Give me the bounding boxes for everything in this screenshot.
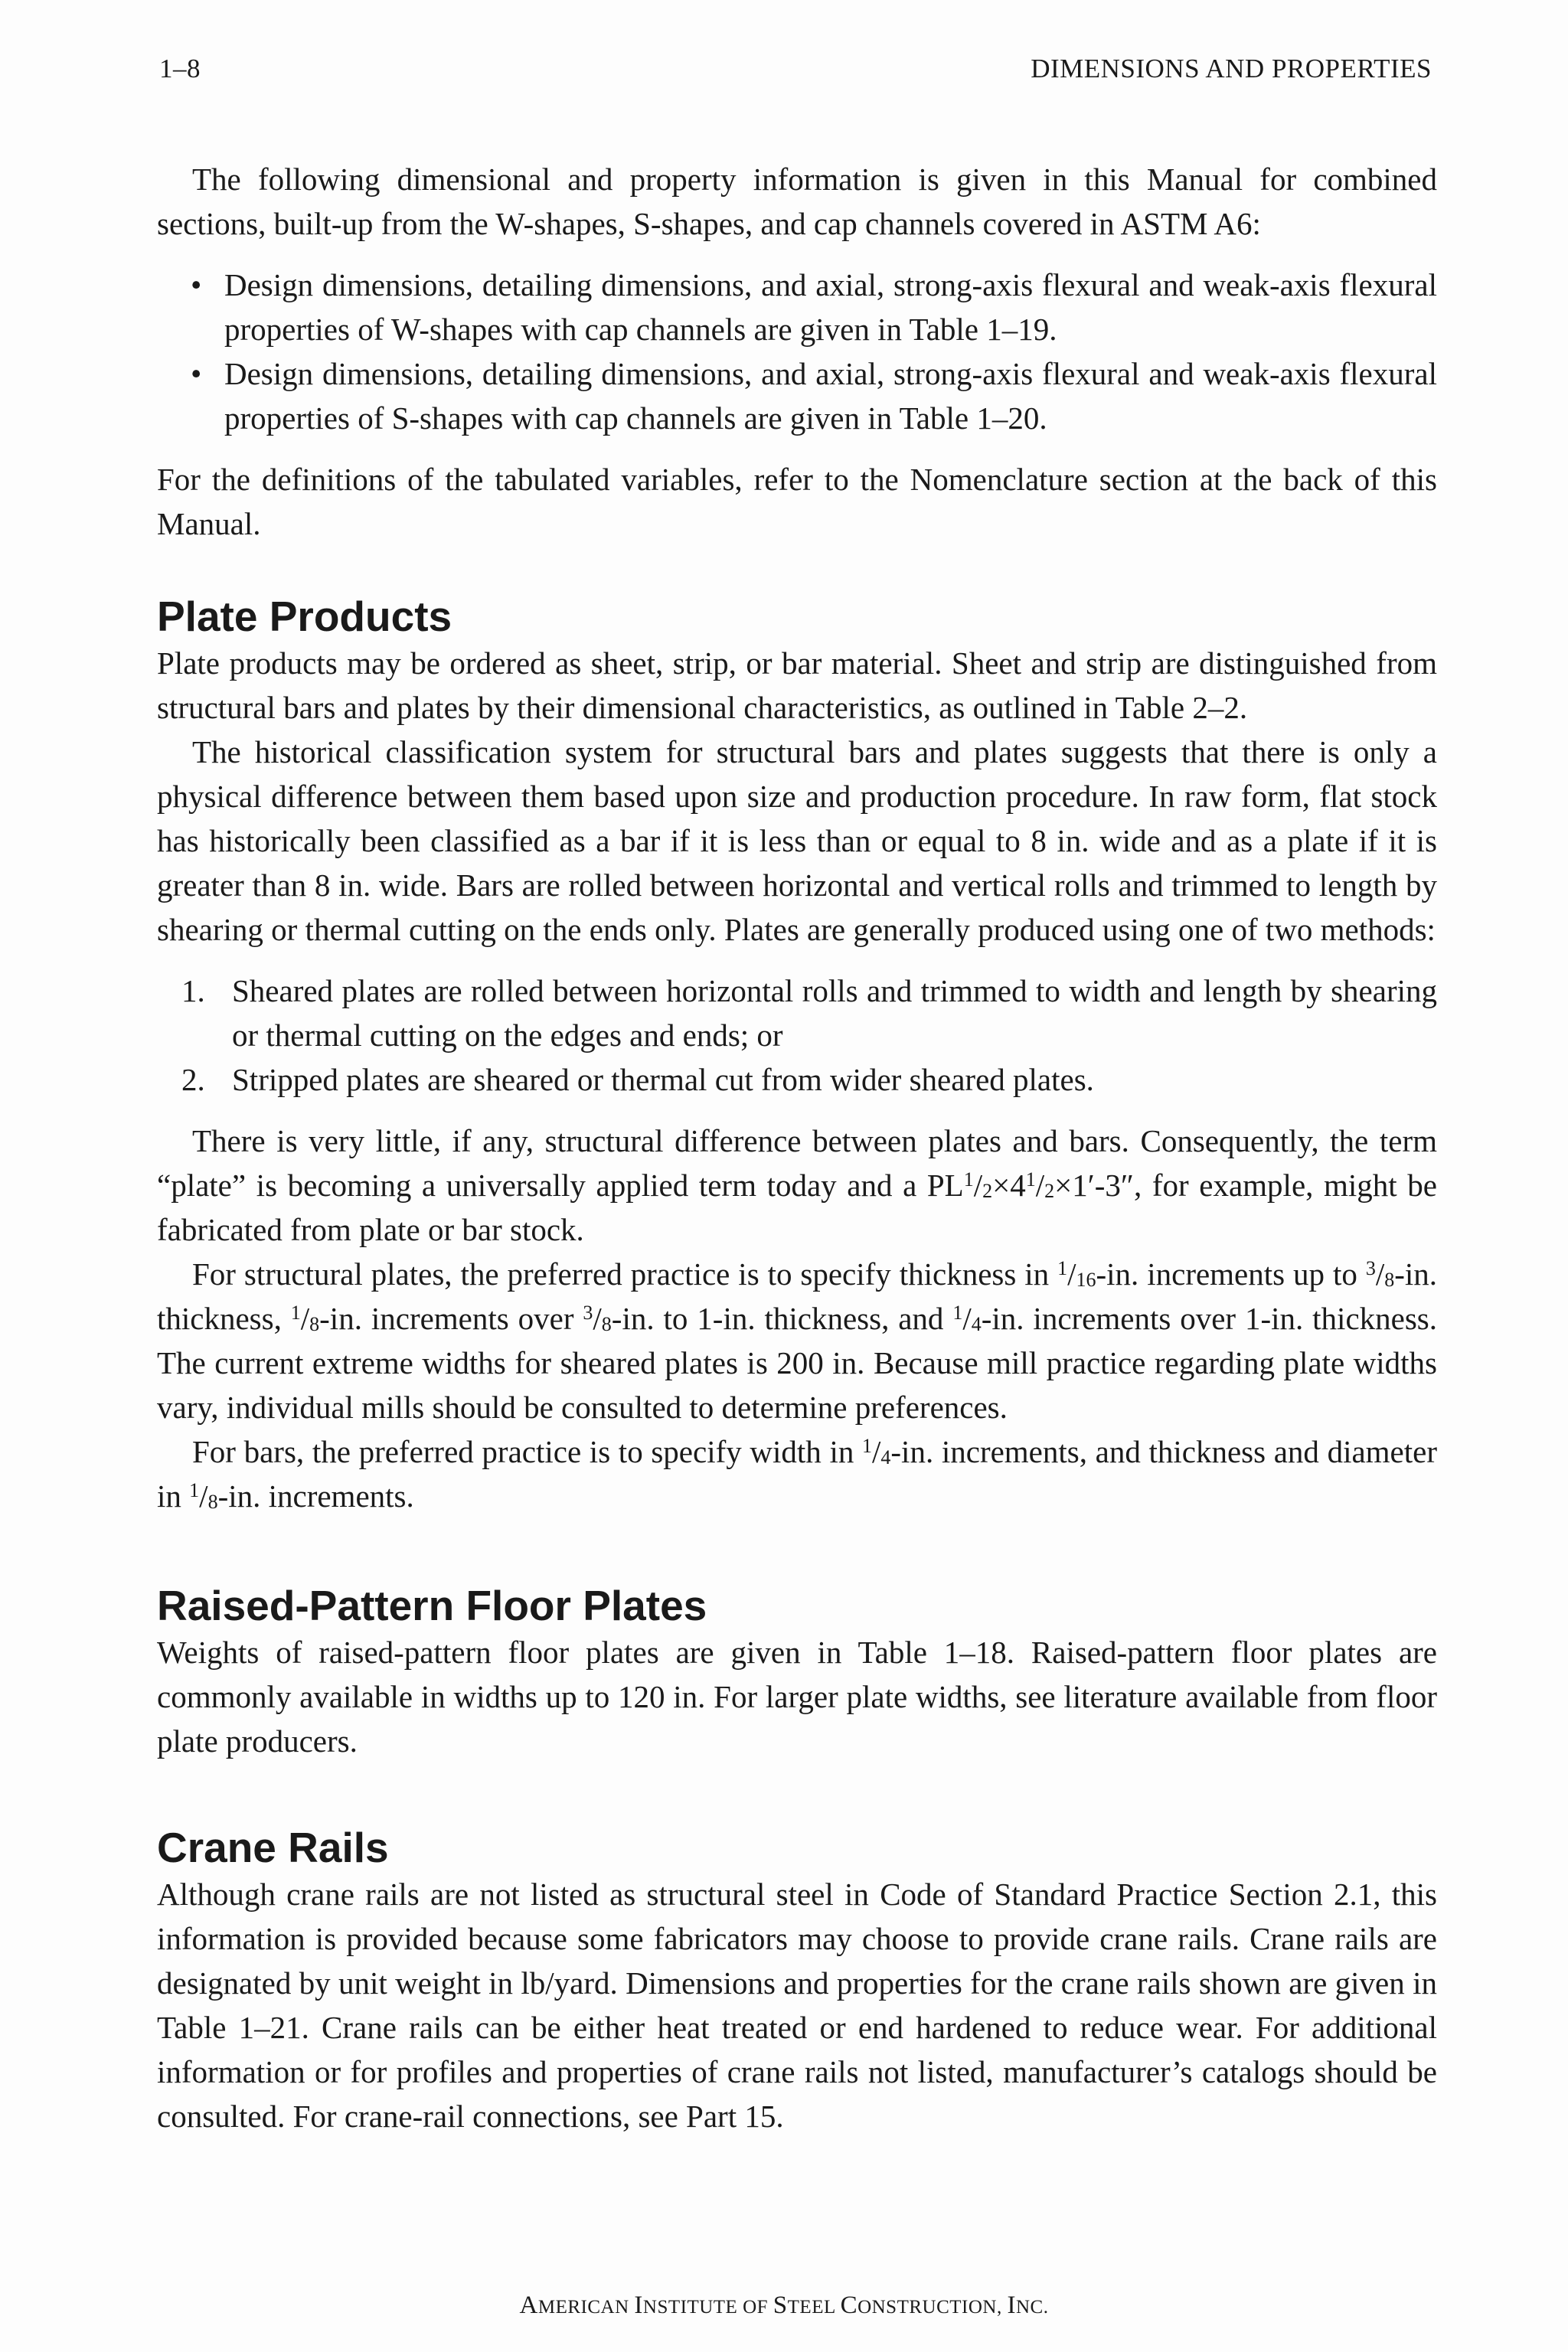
- page-footer: [0, 2292, 1568, 2320]
- text-run: ×4: [992, 1168, 1026, 1203]
- text-run: ×1′-3″, for example, might be fabricated from plate or bar stock.: [157, 1168, 1437, 1247]
- fraction-denominator: 8: [1384, 1269, 1395, 1291]
- plate-paragraph-2: The historical classification system for structural bars and plates suggests that there is only a physical difference between them based upon size and production procedure. In raw form, flat stock has historically been classified as a bar if it is less than or equal to 8 in. wide and as a plate if it is greater than 8 in. wide. Bars are rolled between horizontal and vertical rolls and trimmed to length by shearing or thermal cutting on the ends only. Plates are generally produced using one of two methods:: [157, 734, 1437, 947]
- fraction-denominator: 2: [1044, 1180, 1055, 1202]
- section-heading-crane-rails: Crane Rails: [157, 1824, 389, 1871]
- text-run: -in. increments up to: [1096, 1256, 1366, 1292]
- list-text: Stripped plates are sheared or thermal cut from wider sheared plates.: [232, 1062, 1094, 1097]
- fraction-numerator: 1: [952, 1302, 963, 1324]
- footer-cap: C: [840, 2292, 858, 2319]
- text-run: -in. increments.: [217, 1478, 414, 1514]
- text-run: -in. thickness,: [157, 1256, 1438, 1336]
- text-run: -in. increments over: [319, 1301, 583, 1336]
- page-content: [157, 157, 1437, 2138]
- fraction-denominator: 4: [971, 1313, 982, 1335]
- fraction-numerator: 1: [1025, 1168, 1036, 1191]
- text-run: There is very little, if any, structural difference between plates and bars. Consequently, the term “plate” is becoming a universally applied term today and a PL: [157, 1123, 1437, 1203]
- footer-cap: S: [773, 2292, 788, 2319]
- list-item: • Design dimensions, detailing dimensions, and axial, strong-axis flexural and weak-axis flexural properties of W-shapes with cap channels are given in Table 1–19.: [224, 263, 1437, 351]
- fraction-numerator: 1: [1057, 1257, 1068, 1279]
- plate-paragraph-1: Plate products may be ordered as sheet, strip, or bar material. Sheet and strip are distinguished from structural bars and plates by their dimensional characteristics, as outlined in Table 2–2.: [157, 645, 1437, 725]
- fraction-denominator: 8: [601, 1313, 612, 1335]
- list-item: [181, 1057, 1437, 1102]
- list-item: • Design dimensions, detailing dimensions, and axial, strong-axis flexural and weak-axis flexural properties of S-shapes with cap channels are given in Table 1–20.: [224, 351, 1437, 440]
- footer-smallcaps: OF: [743, 2297, 773, 2318]
- text-run: For structural plates, the preferred practice is to specify thickness in: [192, 1256, 1058, 1292]
- plate-paragraph-3: There is very little, if any, structural difference between plates and bars. Consequently, the term “plate” is becoming a universally applied term today and a $PL^1/_2\times 4^1/_2\times 1'-3''$, for example, might be fabricated from plate or bar stock.: [157, 1123, 1437, 1247]
- footer-smallcaps: TEEL: [787, 2297, 841, 2318]
- plate-methods-list: [157, 969, 1437, 1102]
- fraction-numerator: 1: [290, 1302, 301, 1324]
- fraction-numerator: 1: [963, 1168, 974, 1191]
- fraction-denominator: 8: [309, 1313, 320, 1335]
- fraction-numerator: 3: [1365, 1257, 1376, 1279]
- fraction-denominator: 8: [207, 1491, 218, 1513]
- list-text: Sheared plates are rolled between horizontal rolls and trimmed to width and length by shearing or thermal cutting on the edges and ends; or: [232, 973, 1437, 1053]
- text-run: -in. increments, and thickness and diameter in: [157, 1434, 1438, 1514]
- crane-rails-paragraph: Although crane rails are not listed as structural steel in Code of Standard Practice Section 2.1, this information is provided because some fabricators may choose to provide crane rails. Crane rails are designated by unit weight in lb/yard. Dimensions and properties for the crane rails shown are given in Table 1–21. Crane rails can be either heat treated or end hardened to reduce wear. For additional information or for profiles and properties of crane rails not listed, manufacturer’s catalogs should be consulted. For crane-rail connections, see Part 15.: [157, 1877, 1437, 2134]
- list-number: 2.: [181, 1062, 205, 1097]
- list-number: 1.: [181, 973, 205, 1008]
- page-number: 1–8: [159, 54, 201, 83]
- footer-smallcaps: NC.: [1015, 2297, 1049, 2318]
- fraction-denominator: 4: [880, 1446, 891, 1468]
- footer-cap: I: [634, 2292, 643, 2319]
- raised-pattern-paragraph: Weights of raised-pattern floor plates are given in Table 1–18. Raised-pattern floor plates are commonly available in widths up to 120 in. For larger plate widths, see literature available from floor plate producers.: [157, 1635, 1437, 1759]
- footer-smallcaps: MERICAN: [537, 2297, 635, 2318]
- fraction-numerator: 1: [189, 1479, 200, 1501]
- text-run: -in. increments over 1-in. thickness. The current extreme widths for sheared plates is 200 in. Because mill practice regarding plate widths vary, individual mills should be consulted to determine preferences.: [157, 1301, 1437, 1425]
- footer-smallcaps: NSTITUTE: [642, 2297, 743, 2318]
- footer-cap: A: [519, 2292, 538, 2319]
- plate-paragraph-4: For structural plates, the preferred practice is to specify thickness in $^1/_{16}-in$. increments up to $^3/_8-in$. thickness, $^1/_8-in$. increments over $^3/_8-in$. to 1-in. thickness, and $^1/_4-in$. increments over 1-in. thickness. The current extreme widths for sheared plates is 200 in. Because mill practice regarding plate widths vary, individual mills should be consulted to determine preferences.: [157, 1256, 1438, 1425]
- list-item: [181, 969, 1437, 1057]
- fraction-numerator: 3: [583, 1302, 593, 1324]
- section-heading-raised-pattern: Raised-Pattern Floor Plates: [157, 1582, 707, 1629]
- text-run: -in. to 1-in. thickness, and: [611, 1301, 953, 1336]
- footer-smallcaps: ONSTRUCTION,: [858, 2297, 1008, 2318]
- plate-paragraph-5: For bars, the preferred practice is to specify width in $^1/_4-in$. increments, and thickness and diameter in $^1/_8-in$. increments.: [157, 1434, 1438, 1514]
- intro-bullet-list: [157, 263, 1437, 440]
- section-heading-plate-products: Plate Products: [157, 593, 452, 640]
- running-title: DIMENSIONS AND PROPERTIES: [1031, 54, 1432, 83]
- fraction-denominator: 2: [982, 1180, 993, 1202]
- definitions-paragraph: For the definitions of the tabulated variables, refer to the Nomenclature section at the back of this Manual.: [157, 462, 1437, 541]
- footer-cap: I: [1007, 2292, 1016, 2319]
- fraction-denominator: 16: [1076, 1269, 1096, 1291]
- page-header: [159, 54, 1432, 84]
- text-run: For bars, the preferred practice is to specify width in: [192, 1434, 862, 1469]
- fraction-numerator: 1: [862, 1435, 872, 1457]
- intro-paragraph: The following dimensional and property information is given in this Manual for combined sections, built-up from the W-shapes, S-shapes, and cap channels covered in ASTM A6:: [157, 162, 1437, 241]
